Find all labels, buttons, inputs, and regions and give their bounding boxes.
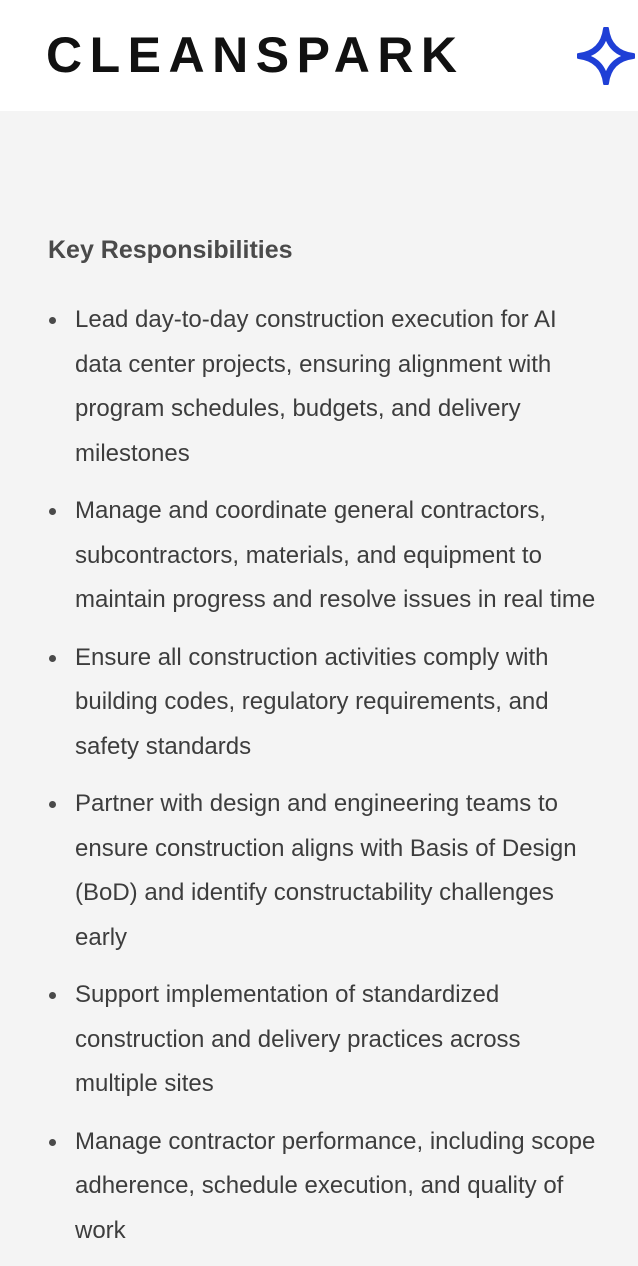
list-item-text: Ensure all construction activities comply with building codes, regulatory requirements, and safety standards	[75, 643, 549, 760]
site-header	[0, 0, 638, 111]
bullet-icon	[49, 992, 56, 999]
list-item-text: Lead day-to-day construction execution for AI data center projects, ensuring alignment with program schedules, budgets, and delivery milestones	[75, 306, 557, 467]
bullet-icon	[49, 508, 56, 515]
list-item-text: Manage and coordinate general contractors, subcontractors, materials, and equipment to maintain progress and resolve issues in real time	[75, 497, 596, 613]
bullet-icon	[49, 801, 56, 808]
bullet-icon	[49, 1139, 56, 1146]
list-item	[48, 298, 608, 476]
list-item-text: Support implementation of standardized construction and delivery practices across multiple sites	[75, 981, 521, 1097]
bullet-icon	[49, 317, 56, 324]
list-item	[48, 1120, 608, 1254]
list-item-text: Manage contractor performance, including scope adherence, schedule execution, and quality of work	[75, 1127, 596, 1244]
brand-logo-text[interactable]: CLEANSPARK	[46, 27, 465, 83]
bullet-icon	[49, 655, 56, 662]
list-item	[48, 973, 608, 1107]
list-item	[48, 489, 608, 623]
list-item-text: Partner with design and engineering teams to ensure construction aligns with Basis of Design (BoD) and identify constructability challenges early	[75, 790, 577, 951]
responsibilities-list	[48, 298, 608, 1266]
four-point-star-icon	[577, 27, 635, 85]
section-title: Key Responsibilities	[48, 236, 293, 264]
list-item	[48, 636, 608, 770]
list-item	[48, 782, 608, 960]
